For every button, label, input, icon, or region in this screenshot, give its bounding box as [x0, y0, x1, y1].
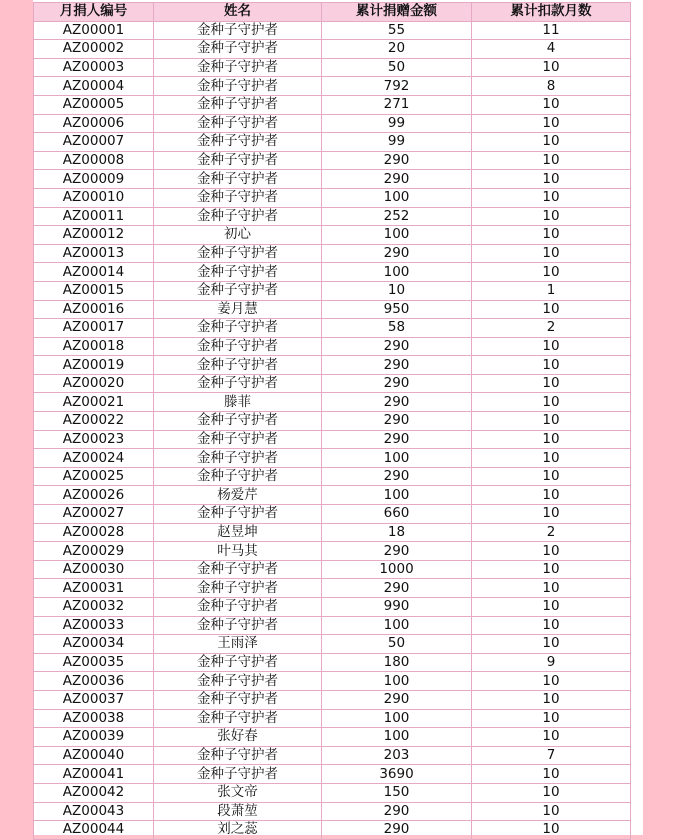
cell-total-amount: 50 — [322, 635, 472, 654]
table-row — [34, 300, 631, 319]
cell-name: 张文帝 — [154, 783, 322, 802]
cell-name: 金种子守护者 — [154, 151, 322, 170]
cell-total-amount: 180 — [322, 653, 472, 672]
cell-donor-id: AZ00014 — [34, 263, 154, 282]
table-row — [34, 486, 631, 505]
cell-total-months: 10 — [472, 505, 631, 524]
cell-name: 金种子守护者 — [154, 207, 322, 226]
cell-total-amount: 290 — [322, 356, 472, 375]
cell-name: 刘之蕊 — [154, 821, 322, 840]
cell-total-months: 7 — [472, 746, 631, 765]
cell-name: 金种子守护者 — [154, 765, 322, 784]
cell-total-months: 10 — [472, 709, 631, 728]
cell-donor-id: AZ00008 — [34, 151, 154, 170]
table-row — [34, 821, 631, 840]
table-row — [34, 374, 631, 393]
cell-total-months: 10 — [472, 207, 631, 226]
cell-name: 金种子守护者 — [154, 133, 322, 152]
cell-total-months: 10 — [472, 95, 631, 114]
cell-total-months: 11 — [472, 21, 631, 40]
cell-total-months: 10 — [472, 374, 631, 393]
cell-total-amount: 203 — [322, 746, 472, 765]
cell-donor-id: AZ00032 — [34, 598, 154, 617]
cell-total-amount: 290 — [322, 579, 472, 598]
cell-name: 初心 — [154, 226, 322, 245]
cell-donor-id: AZ00036 — [34, 672, 154, 691]
cell-name: 金种子守护者 — [154, 114, 322, 133]
cell-donor-id: AZ00001 — [34, 21, 154, 40]
table-row — [34, 95, 631, 114]
cell-total-amount: 290 — [322, 802, 472, 821]
table-row — [34, 412, 631, 431]
table-row — [34, 430, 631, 449]
cell-total-amount: 99 — [322, 114, 472, 133]
cell-name: 金种子守护者 — [154, 672, 322, 691]
cell-total-amount: 100 — [322, 226, 472, 245]
cell-donor-id: AZ00029 — [34, 542, 154, 561]
cell-name: 金种子守护者 — [154, 709, 322, 728]
cell-donor-id: AZ00003 — [34, 58, 154, 77]
cell-name: 金种子守护者 — [154, 412, 322, 431]
cell-name: 姜月慧 — [154, 300, 322, 319]
cell-donor-id: AZ00012 — [34, 226, 154, 245]
cell-name: 金种子守护者 — [154, 281, 322, 300]
table-row — [34, 319, 631, 338]
table-row — [34, 690, 631, 709]
cell-total-months: 10 — [472, 430, 631, 449]
cell-donor-id: AZ00021 — [34, 393, 154, 412]
cell-total-amount: 290 — [322, 374, 472, 393]
cell-name: 张好春 — [154, 728, 322, 747]
cell-total-amount: 290 — [322, 412, 472, 431]
cell-donor-id: AZ00020 — [34, 374, 154, 393]
cell-total-amount: 792 — [322, 77, 472, 96]
cell-name: 金种子守护者 — [154, 356, 322, 375]
cell-total-amount: 100 — [322, 449, 472, 468]
cell-total-months: 2 — [472, 523, 631, 542]
cell-total-months: 10 — [472, 486, 631, 505]
cell-name: 金种子守护者 — [154, 374, 322, 393]
cell-name: 金种子守护者 — [154, 40, 322, 59]
cell-total-amount: 100 — [322, 263, 472, 282]
cell-donor-id: AZ00006 — [34, 114, 154, 133]
cell-donor-id: AZ00024 — [34, 449, 154, 468]
table-row — [34, 653, 631, 672]
cell-total-months: 10 — [472, 802, 631, 821]
table-row — [34, 542, 631, 561]
table-row — [34, 337, 631, 356]
cell-total-amount: 990 — [322, 598, 472, 617]
cell-total-months: 10 — [472, 765, 631, 784]
cell-total-amount: 290 — [322, 170, 472, 189]
cell-total-amount: 290 — [322, 542, 472, 561]
cell-donor-id: AZ00018 — [34, 337, 154, 356]
cell-total-months: 2 — [472, 319, 631, 338]
cell-donor-id: AZ00005 — [34, 95, 154, 114]
cell-donor-id: AZ00040 — [34, 746, 154, 765]
cell-name: 金种子守护者 — [154, 598, 322, 617]
table-header — [34, 3, 631, 22]
cell-total-months: 10 — [472, 188, 631, 207]
cell-name: 金种子守护者 — [154, 337, 322, 356]
cell-donor-id: AZ00042 — [34, 783, 154, 802]
cell-donor-id: AZ00028 — [34, 523, 154, 542]
header-total-months: 累计扣款月数 — [472, 3, 631, 22]
cell-name: 金种子守护者 — [154, 560, 322, 579]
cell-total-months: 10 — [472, 244, 631, 263]
cell-name: 段萧堃 — [154, 802, 322, 821]
cell-total-months: 8 — [472, 77, 631, 96]
cell-name: 金种子守护者 — [154, 244, 322, 263]
cell-total-amount: 20 — [322, 40, 472, 59]
cell-name: 赵昱坤 — [154, 523, 322, 542]
cell-total-amount: 3690 — [322, 765, 472, 784]
cell-total-months: 10 — [472, 412, 631, 431]
cell-donor-id: AZ00026 — [34, 486, 154, 505]
cell-total-months: 4 — [472, 40, 631, 59]
cell-total-months: 10 — [472, 449, 631, 468]
cell-total-months: 10 — [472, 356, 631, 375]
cell-donor-id: AZ00022 — [34, 412, 154, 431]
cell-total-months: 10 — [472, 728, 631, 747]
table-row — [34, 783, 631, 802]
spreadsheet-page — [33, 0, 643, 838]
cell-total-months: 10 — [472, 300, 631, 319]
cell-name: 金种子守护者 — [154, 319, 322, 338]
cell-total-months: 10 — [472, 114, 631, 133]
cell-total-months: 10 — [472, 821, 631, 840]
cell-donor-id: AZ00004 — [34, 77, 154, 96]
cell-donor-id: AZ00044 — [34, 821, 154, 840]
cell-total-amount: 100 — [322, 188, 472, 207]
cell-total-amount: 290 — [322, 467, 472, 486]
cell-donor-id: AZ00030 — [34, 560, 154, 579]
header-name: 姓名 — [154, 3, 322, 22]
cell-donor-id: AZ00039 — [34, 728, 154, 747]
cell-donor-id: AZ00031 — [34, 579, 154, 598]
table-row — [34, 151, 631, 170]
table-row — [34, 765, 631, 784]
cell-donor-id: AZ00037 — [34, 690, 154, 709]
cell-total-months: 10 — [472, 226, 631, 245]
cell-name: 叶马其 — [154, 542, 322, 561]
cell-total-months: 10 — [472, 58, 631, 77]
table-row — [34, 728, 631, 747]
cell-total-months: 9 — [472, 653, 631, 672]
cell-total-amount: 271 — [322, 95, 472, 114]
cell-name: 金种子守护者 — [154, 77, 322, 96]
cell-donor-id: AZ00011 — [34, 207, 154, 226]
cell-total-amount: 290 — [322, 337, 472, 356]
cell-total-months: 10 — [472, 560, 631, 579]
table-row — [34, 58, 631, 77]
cell-total-months: 10 — [472, 263, 631, 282]
cell-total-months: 10 — [472, 672, 631, 691]
table-row — [34, 77, 631, 96]
cell-donor-id: AZ00019 — [34, 356, 154, 375]
table-row — [34, 635, 631, 654]
cell-total-amount: 950 — [322, 300, 472, 319]
cell-name: 金种子守护者 — [154, 430, 322, 449]
cell-name: 金种子守护者 — [154, 746, 322, 765]
cell-name: 金种子守护者 — [154, 505, 322, 524]
table-row — [34, 263, 631, 282]
cell-name: 金种子守护者 — [154, 690, 322, 709]
cell-donor-id: AZ00041 — [34, 765, 154, 784]
table-row — [34, 746, 631, 765]
cell-total-months: 10 — [472, 579, 631, 598]
cell-name: 王雨泽 — [154, 635, 322, 654]
table-row — [34, 114, 631, 133]
table-row — [34, 281, 631, 300]
cell-total-amount: 100 — [322, 486, 472, 505]
cell-donor-id: AZ00002 — [34, 40, 154, 59]
table-row — [34, 598, 631, 617]
cell-total-amount: 150 — [322, 783, 472, 802]
cell-name: 金种子守护者 — [154, 170, 322, 189]
cell-name: 金种子守护者 — [154, 263, 322, 282]
cell-total-months: 10 — [472, 690, 631, 709]
cell-total-amount: 290 — [322, 821, 472, 840]
cell-total-months: 10 — [472, 151, 631, 170]
cell-name: 金种子守护者 — [154, 579, 322, 598]
cell-donor-id: AZ00035 — [34, 653, 154, 672]
cell-donor-id: AZ00007 — [34, 133, 154, 152]
cell-total-months: 10 — [472, 337, 631, 356]
cell-donor-id: AZ00033 — [34, 616, 154, 635]
donor-table — [33, 2, 631, 840]
cell-donor-id: AZ00038 — [34, 709, 154, 728]
cell-name: 金种子守护者 — [154, 21, 322, 40]
cell-total-months: 10 — [472, 783, 631, 802]
cell-total-amount: 55 — [322, 21, 472, 40]
table-row — [34, 616, 631, 635]
table-row — [34, 579, 631, 598]
table-row — [34, 226, 631, 245]
cell-total-amount: 252 — [322, 207, 472, 226]
table-row — [34, 560, 631, 579]
cell-name: 杨爱芹 — [154, 486, 322, 505]
cell-donor-id: AZ00009 — [34, 170, 154, 189]
cell-name: 金种子守护者 — [154, 616, 322, 635]
cell-name: 滕菲 — [154, 393, 322, 412]
cell-total-amount: 100 — [322, 672, 472, 691]
cell-donor-id: AZ00027 — [34, 505, 154, 524]
cell-total-months: 10 — [472, 598, 631, 617]
cell-donor-id: AZ00043 — [34, 802, 154, 821]
table-body — [34, 21, 631, 839]
cell-total-amount: 1000 — [322, 560, 472, 579]
cell-name: 金种子守护者 — [154, 467, 322, 486]
cell-total-months: 10 — [472, 393, 631, 412]
cell-donor-id: AZ00025 — [34, 467, 154, 486]
cell-total-amount: 50 — [322, 58, 472, 77]
table-row — [34, 523, 631, 542]
cell-donor-id: AZ00016 — [34, 300, 154, 319]
table-row — [34, 21, 631, 40]
cell-total-amount: 100 — [322, 709, 472, 728]
cell-name: 金种子守护者 — [154, 95, 322, 114]
cell-total-amount: 290 — [322, 151, 472, 170]
cell-donor-id: AZ00034 — [34, 635, 154, 654]
cell-donor-id: AZ00013 — [34, 244, 154, 263]
cell-total-months: 10 — [472, 616, 631, 635]
cell-donor-id: AZ00010 — [34, 188, 154, 207]
cell-total-months: 10 — [472, 170, 631, 189]
header-donor-id: 月捐人编号 — [34, 3, 154, 22]
cell-total-amount: 100 — [322, 728, 472, 747]
cell-total-amount: 290 — [322, 244, 472, 263]
table-row — [34, 244, 631, 263]
cell-donor-id: AZ00015 — [34, 281, 154, 300]
header-total-amount: 累计捐赠金额 — [322, 3, 472, 22]
cell-total-amount: 290 — [322, 690, 472, 709]
table-row — [34, 170, 631, 189]
table-row — [34, 802, 631, 821]
table-row — [34, 709, 631, 728]
cell-donor-id: AZ00017 — [34, 319, 154, 338]
cell-total-amount: 290 — [322, 430, 472, 449]
cell-total-amount: 10 — [322, 281, 472, 300]
cell-total-months: 10 — [472, 542, 631, 561]
table-row — [34, 133, 631, 152]
table-row — [34, 505, 631, 524]
cell-total-months: 10 — [472, 133, 631, 152]
cell-total-amount: 99 — [322, 133, 472, 152]
cell-name: 金种子守护者 — [154, 188, 322, 207]
cell-total-amount: 100 — [322, 616, 472, 635]
cell-name: 金种子守护者 — [154, 449, 322, 468]
cell-donor-id: AZ00023 — [34, 430, 154, 449]
table-row — [34, 672, 631, 691]
cell-total-amount: 290 — [322, 393, 472, 412]
cell-total-months: 10 — [472, 467, 631, 486]
table-row — [34, 188, 631, 207]
header-row — [34, 3, 631, 22]
cell-name: 金种子守护者 — [154, 653, 322, 672]
cell-total-amount: 660 — [322, 505, 472, 524]
cell-name: 金种子守护者 — [154, 58, 322, 77]
table-row — [34, 449, 631, 468]
table-row — [34, 40, 631, 59]
cell-total-amount: 18 — [322, 523, 472, 542]
table-row — [34, 467, 631, 486]
table-row — [34, 356, 631, 375]
table-row — [34, 207, 631, 226]
cell-total-months: 1 — [472, 281, 631, 300]
cell-total-months: 10 — [472, 635, 631, 654]
cell-total-amount: 58 — [322, 319, 472, 338]
table-row — [34, 393, 631, 412]
